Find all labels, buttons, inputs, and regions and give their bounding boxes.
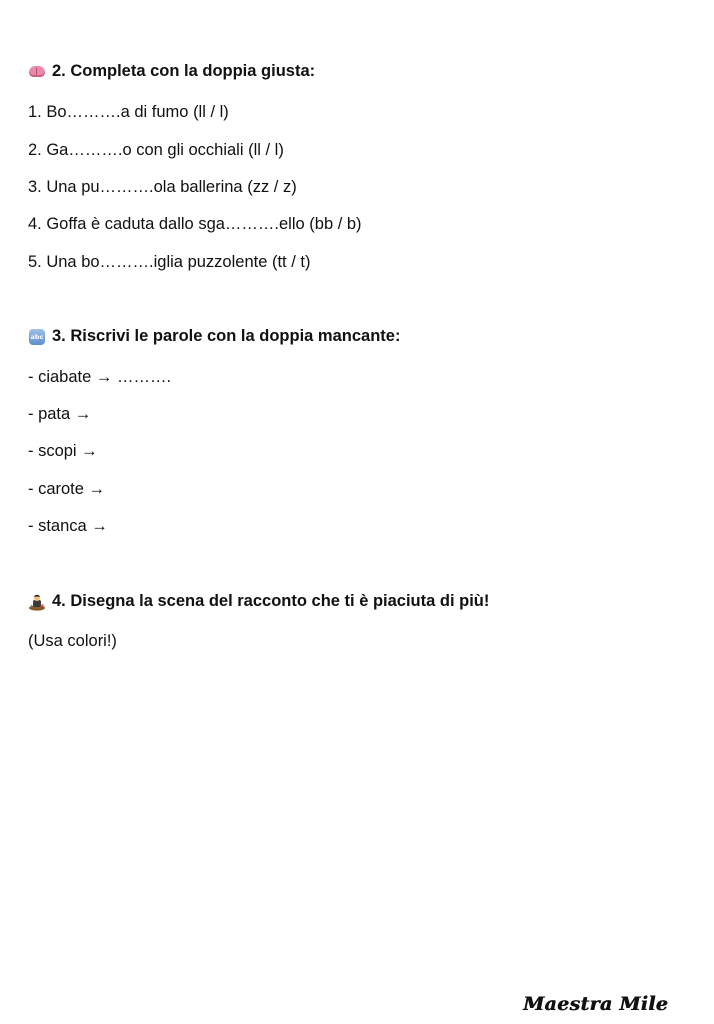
word-item: - stanca → — [28, 517, 108, 535]
section-3-heading — [28, 327, 400, 346]
signature: Maestra Mile — [523, 993, 668, 1015]
brain-icon — [28, 63, 46, 81]
word-item: - scopi → — [28, 442, 98, 460]
section-4-note: (Usa colori!) — [28, 632, 117, 650]
word-item: - pata → — [28, 405, 92, 423]
word-item: - ciabate → ………. — [28, 368, 172, 386]
abc-input-icon: abc — [28, 328, 46, 346]
section-3-title: 3. Riscrivi le parole con la doppia mancante: — [52, 327, 401, 345]
section-4-title: 4. Disegna la scena del racconto che ti è piaciuta di più! — [52, 592, 490, 610]
exercise-item: 5. Una bo……….iglia puzzolente (tt / t) — [28, 253, 311, 271]
exercise-item: 4. Goffa è caduta dallo sga……….ello (bb / b) — [28, 215, 362, 233]
section-2-title: 2. Completa con la doppia giusta: — [52, 62, 316, 80]
exercise-item: 3. Una pu……….ola ballerina (zz / z) — [28, 178, 297, 196]
artist-icon — [28, 593, 46, 611]
section-4-heading — [28, 592, 489, 611]
exercise-item: 2. Ga……….o con gli occhiali (ll / l) — [28, 141, 284, 159]
word-item: - carote → — [28, 480, 106, 498]
exercise-item: 1. Bo……….a di fumo (ll / l) — [28, 103, 229, 121]
section-2-heading — [28, 62, 315, 81]
